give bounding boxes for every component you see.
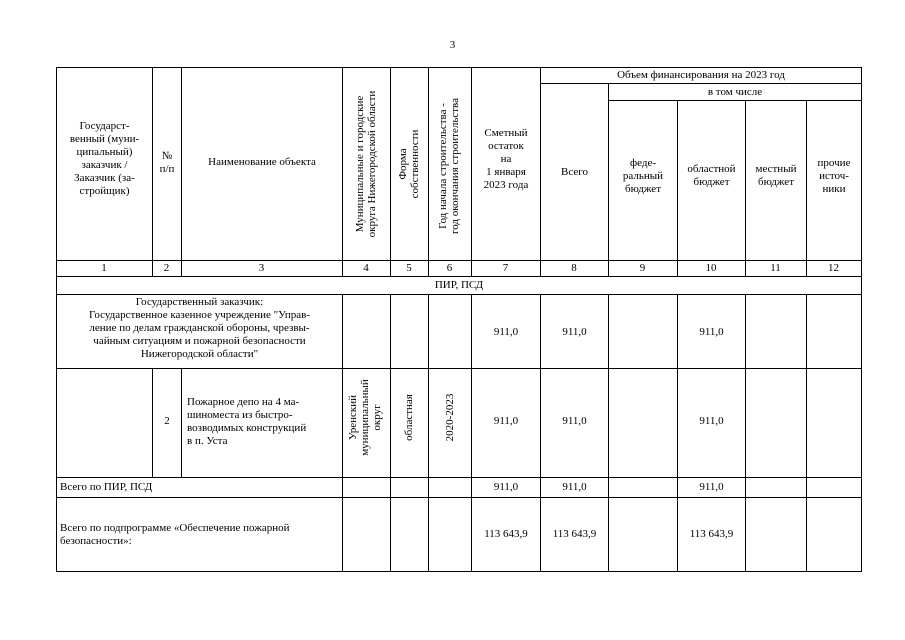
header-financing: Объем финансирования на 2023 год bbox=[617, 69, 785, 81]
table-border-left bbox=[56, 67, 57, 572]
header-total: Всего bbox=[561, 166, 588, 178]
subprogram-regional: 113 643,9 bbox=[689, 528, 734, 540]
object-balance: 911,0 bbox=[493, 415, 519, 427]
grid-line bbox=[806, 294, 807, 572]
col-number-4: 4 bbox=[363, 262, 369, 274]
table-border-right bbox=[861, 67, 862, 572]
col-number-8: 8 bbox=[571, 262, 577, 274]
total-pir-label: Всего по ПИР, ПСД bbox=[60, 481, 153, 493]
grid-line bbox=[56, 294, 862, 295]
col-number-10: 10 bbox=[705, 262, 717, 274]
table-border-top bbox=[56, 67, 862, 68]
header-customer: Государст- венный (муни- ципальный) заказчик / Заказчик (за- стройщик) bbox=[69, 120, 140, 197]
customer-balance: 911,0 bbox=[493, 326, 519, 338]
grid-line bbox=[608, 294, 609, 572]
subprogram-total: 113 643,9 bbox=[552, 528, 597, 540]
section-title: ПИР, ПСД bbox=[434, 279, 484, 291]
financing-table bbox=[56, 67, 862, 572]
subprogram-label: Всего по подпрограмме «Обеспечение пожарной безопасности»: bbox=[60, 522, 290, 547]
grid-line bbox=[56, 276, 862, 277]
header-including: в том числе bbox=[707, 86, 763, 98]
grid-line bbox=[745, 294, 746, 572]
header-object-name: Наименование объекта bbox=[208, 156, 316, 168]
header-federal: феде- ральный бюджет bbox=[622, 157, 664, 195]
object-name: Пожарное депо на 4 ма- шиноместа из быстро- возводимых конструкций в п. Уста bbox=[187, 396, 307, 447]
object-regional: 911,0 bbox=[699, 415, 724, 427]
grid-line bbox=[56, 260, 862, 261]
grid-line bbox=[342, 294, 343, 572]
grid-line bbox=[181, 67, 182, 277]
object-ownership: областная bbox=[403, 394, 415, 441]
header-regional: областной бюджет bbox=[687, 163, 736, 188]
total-pir-balance: 911,0 bbox=[493, 481, 519, 493]
grid-line bbox=[181, 368, 182, 478]
col-number-7: 7 bbox=[502, 262, 509, 274]
grid-line bbox=[428, 67, 429, 277]
grid-line bbox=[56, 368, 862, 369]
col-number-12: 12 bbox=[828, 262, 839, 274]
object-years: 2020-2023 bbox=[444, 393, 456, 442]
object-number: 2 bbox=[164, 415, 170, 427]
header-district: Муниципальные и городские округа Нижегородской области bbox=[354, 90, 378, 238]
header-local: местный бюджет bbox=[755, 163, 797, 188]
grid-line bbox=[56, 497, 862, 498]
total-pir-regional: 911,0 bbox=[699, 481, 724, 493]
object-total: 911,0 bbox=[562, 415, 587, 427]
grid-line bbox=[428, 294, 429, 572]
header-years: Год начала строительства - год окончания строительства bbox=[437, 98, 461, 234]
grid-line bbox=[342, 67, 343, 277]
table-border-bottom bbox=[56, 571, 862, 572]
col-number-9: 9 bbox=[639, 262, 646, 274]
customer-description: Государственный заказчик: Государственное казенное учреждение "Управ- ление по делам гражданской обороны, чрезвы- чайным ситуациям и пожарной безопасности Нижегородской области" bbox=[88, 296, 311, 360]
col-number-1: 1 bbox=[101, 262, 107, 274]
col-number-2: 2 bbox=[163, 262, 170, 274]
object-district: Уренский муниципальный округ bbox=[347, 379, 383, 456]
grid-line bbox=[608, 100, 862, 101]
page-number: 3 bbox=[449, 39, 456, 51]
header-other: прочие источ- ники bbox=[817, 157, 851, 195]
col-number-6: 6 bbox=[446, 262, 453, 274]
subprogram-balance: 113 643,9 bbox=[484, 528, 528, 540]
grid-line bbox=[390, 67, 391, 277]
col-number-5: 5 bbox=[406, 262, 412, 274]
col-number-3: 3 bbox=[258, 262, 265, 274]
header-ownership: Форма собственности bbox=[397, 129, 421, 199]
col-number-11: 11 bbox=[770, 262, 781, 274]
customer-regional: 911,0 bbox=[699, 326, 724, 338]
header-estimated-balance: Сметный остаток на 1 января 2023 года bbox=[483, 127, 529, 191]
header-number: № п/п bbox=[159, 150, 175, 175]
total-pir-total: 911,0 bbox=[562, 481, 587, 493]
grid-line bbox=[540, 83, 862, 84]
customer-total: 911,0 bbox=[562, 326, 587, 338]
grid-line bbox=[56, 477, 862, 478]
grid-line bbox=[390, 294, 391, 572]
